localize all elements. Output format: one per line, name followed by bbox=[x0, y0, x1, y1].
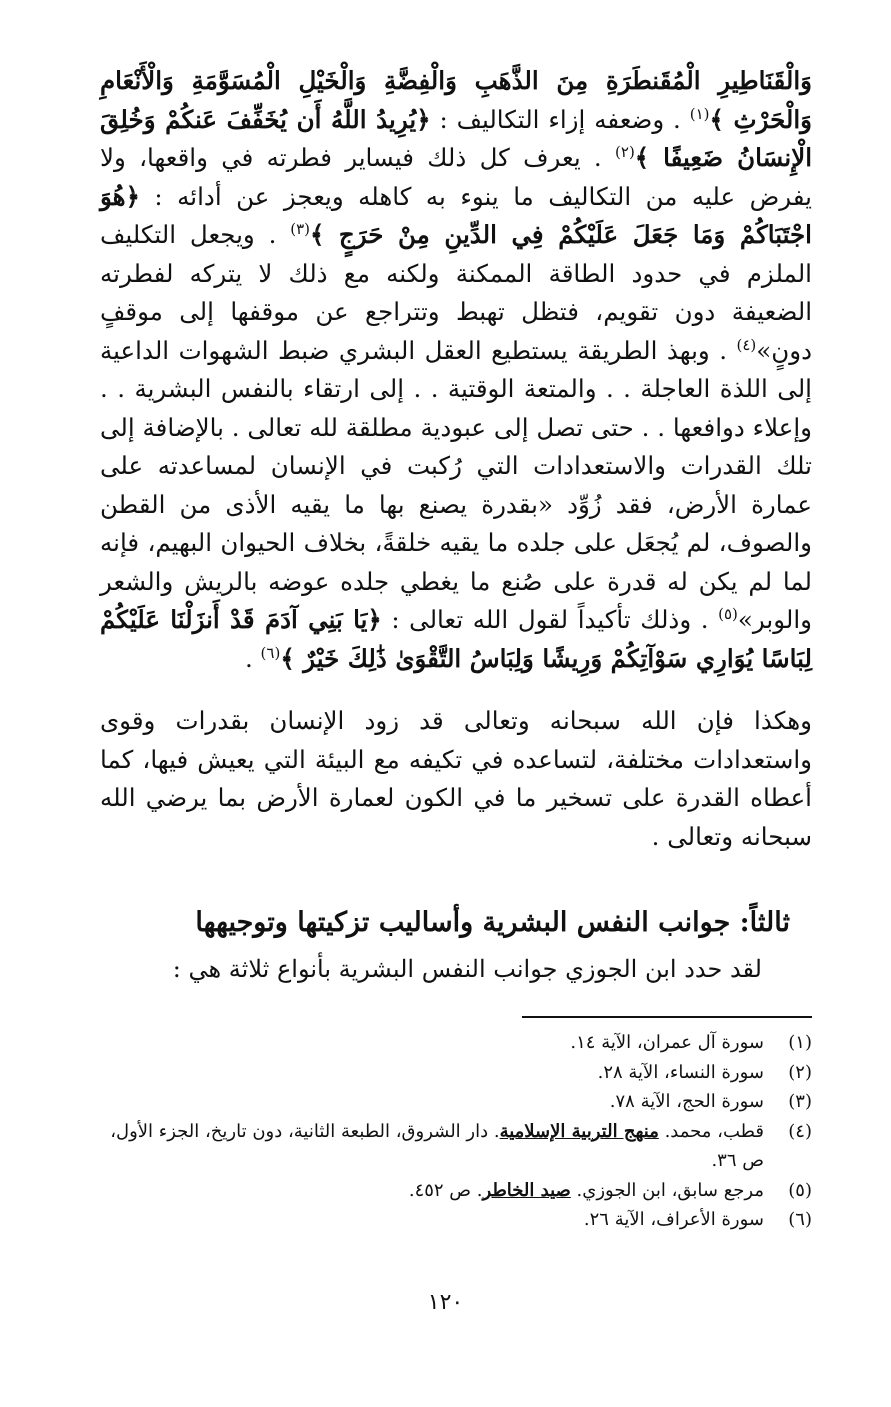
body-text-5: . وذلك تأكيداً لقول الله تعالى : bbox=[391, 605, 709, 634]
footnote-text bbox=[100, 1117, 764, 1176]
footnote-text: سورة الحج، الآية ٧٨. bbox=[609, 1091, 764, 1112]
quran-verse-3: ﴿هُوَ اجْتَبَاكُمْ وَمَا جَعَلَ عَلَيْكُمْ فِي الدِّينِ مِنْ حَرَجٍ ﴾ bbox=[100, 181, 812, 249]
quran-verse-1: وَالْقَنَاطِيرِ الْمُقَنطَرَةِ مِنَ الذَّهَبِ وَالْفِضَّةِ وَالْخَيْلِ الْمُسَوَّمَةِ وَالْأَنْعَامِ وَالْحَرْثِ ﴾ bbox=[100, 66, 812, 134]
footnote-citation-details: . ص ٤٥٢. bbox=[408, 1179, 483, 1201]
body-text-4: . وبهذ الطريقة يستطيع العقل البشري ضبط الشهوات الداعية إلى اللذة العاجلة . . والمتعة الوقتية . . إلى ارتقاء بالنفس البشرية . . وإعلاء دوافعها . . حتى تصل إلى عبودية مطلقة لله تعالى . بالإضافة إلى تلك القدرات والاستعدادات التي رُكبت في الإنسان لمساعدته على عمارة الأرض، فقد زُوِّد «بقدرة يصنع بها ما يقيه الأذى من القطن والصوف، لم يُجعَل على جلده ما يقيه خلقةً، بخلاف الحيوان البهيم، فإنه لما لم يكن له قدرة على صُنع ما يغطي جلده عوضه بالريش والشعر والوبر» bbox=[100, 335, 812, 634]
body-paragraph-1 bbox=[100, 62, 812, 678]
footnote-divider bbox=[522, 1016, 812, 1018]
footnote-ref-3[interactable]: (٣) bbox=[290, 219, 310, 238]
footnote-ref-2[interactable]: (٢) bbox=[615, 142, 635, 161]
footnote-number: (٣) bbox=[788, 1091, 812, 1112]
footnote-citation-author: قطب، محمد. bbox=[664, 1120, 764, 1142]
section-intro: لقد حدد ابن الجوزي جوانب النفس البشرية بأنواع ثلاثة هي : bbox=[172, 955, 762, 983]
footnote-6 bbox=[100, 1205, 812, 1235]
footnote-1 bbox=[100, 1028, 812, 1058]
quran-verse-4: ﴿يَا بَنِي آدَمَ قَدْ أَنزَلْنَا عَلَيْكُمْ لِبَاسًا يُوَارِي سَوْآتِكُمْ وَرِيشًا وَلِبَاسُ التَّقْوَىٰ ذَٰلِكَ خَيْرٌ ﴾ bbox=[100, 605, 812, 673]
footnote-book-title: صيد الخاطر bbox=[482, 1179, 571, 1201]
footnote-5 bbox=[100, 1176, 812, 1206]
footnote-citation-author: مرجع سابق، ابن الجوزي. bbox=[576, 1179, 764, 1201]
footnote-number: (٦) bbox=[788, 1209, 812, 1230]
page-body bbox=[100, 62, 812, 988]
page-number: ١٢٠ bbox=[427, 1290, 464, 1315]
footnotes bbox=[100, 1016, 812, 1235]
footnote-book-title: منهج التربية الإسلامية bbox=[499, 1120, 659, 1142]
footnote-citation-details: . دار الشروق، الطبعة الثانية، دون تاريخ، الجزء الأول، ص ٣٦. bbox=[110, 1120, 764, 1171]
footnote-text: سورة الأعراف، الآية ٢٦. bbox=[583, 1209, 764, 1230]
section-heading: ثالثاً: جوانب النفس البشرية وأساليب تزكيتها وتوجيهها bbox=[195, 907, 790, 938]
body-paragraph-2: وهكذا فإن الله سبحانه وتعالى قد زود الإنسان بقدرات وقوى واستعدادات مختلفة، لتساعده في تكيفه مع البيئة التي يعيش فيها، كما أعطاه القدرة على تسخير ما في الكون لعمارة الأرض بما يرضي الله سبحانه وتعالى . bbox=[100, 706, 812, 851]
footnote-text: سورة النساء، الآية ٢٨. bbox=[597, 1061, 764, 1083]
footnote-number: (٥) bbox=[788, 1179, 812, 1201]
footnote-3 bbox=[100, 1087, 812, 1117]
body-text-1: . وضعفه إزاء التكاليف : bbox=[439, 104, 681, 134]
footnote-ref-4[interactable]: (٤) bbox=[736, 335, 757, 354]
footnote-number: (١) bbox=[788, 1032, 812, 1053]
body-text-3: . ويجعل التكليف الملزم في حدود الطاقة الممكنة ولكنه مع ذلك لا يتركه لفطرته الضعيفة دون تقويم، فتظل تهبط وتتراجع عن موقفها إلى موقفٍ دونٍ» bbox=[100, 220, 812, 365]
footnote-text: سورة آل عمران، الآية ١٤. bbox=[570, 1032, 764, 1053]
quran-verse-2: ﴿يُرِيدُ اللَّهُ أَن يُخَفِّفَ عَنكُمْ وَخُلِقَ الْإِنسَانُ ضَعِيفًا ﴾ bbox=[100, 104, 813, 172]
footnote-text bbox=[100, 1176, 764, 1206]
footnote-2 bbox=[100, 1058, 812, 1088]
footnote-ref-6[interactable]: (٦) bbox=[260, 643, 281, 662]
body-text-2: . يعرف كل ذلك فيساير فطرته في واقعها، ولا يفرض عليه من التكاليف ما ينوء به كاهله ويعجز عن أدائه : bbox=[100, 143, 812, 211]
footnote-ref-1[interactable]: (١) bbox=[689, 104, 710, 123]
footnote-ref-5[interactable]: (٥) bbox=[718, 604, 738, 623]
body-text-6: . bbox=[244, 643, 253, 673]
footnote-number: (٤) bbox=[788, 1120, 812, 1142]
footnote-4 bbox=[100, 1117, 812, 1176]
footnote-number: (٢) bbox=[788, 1061, 812, 1083]
